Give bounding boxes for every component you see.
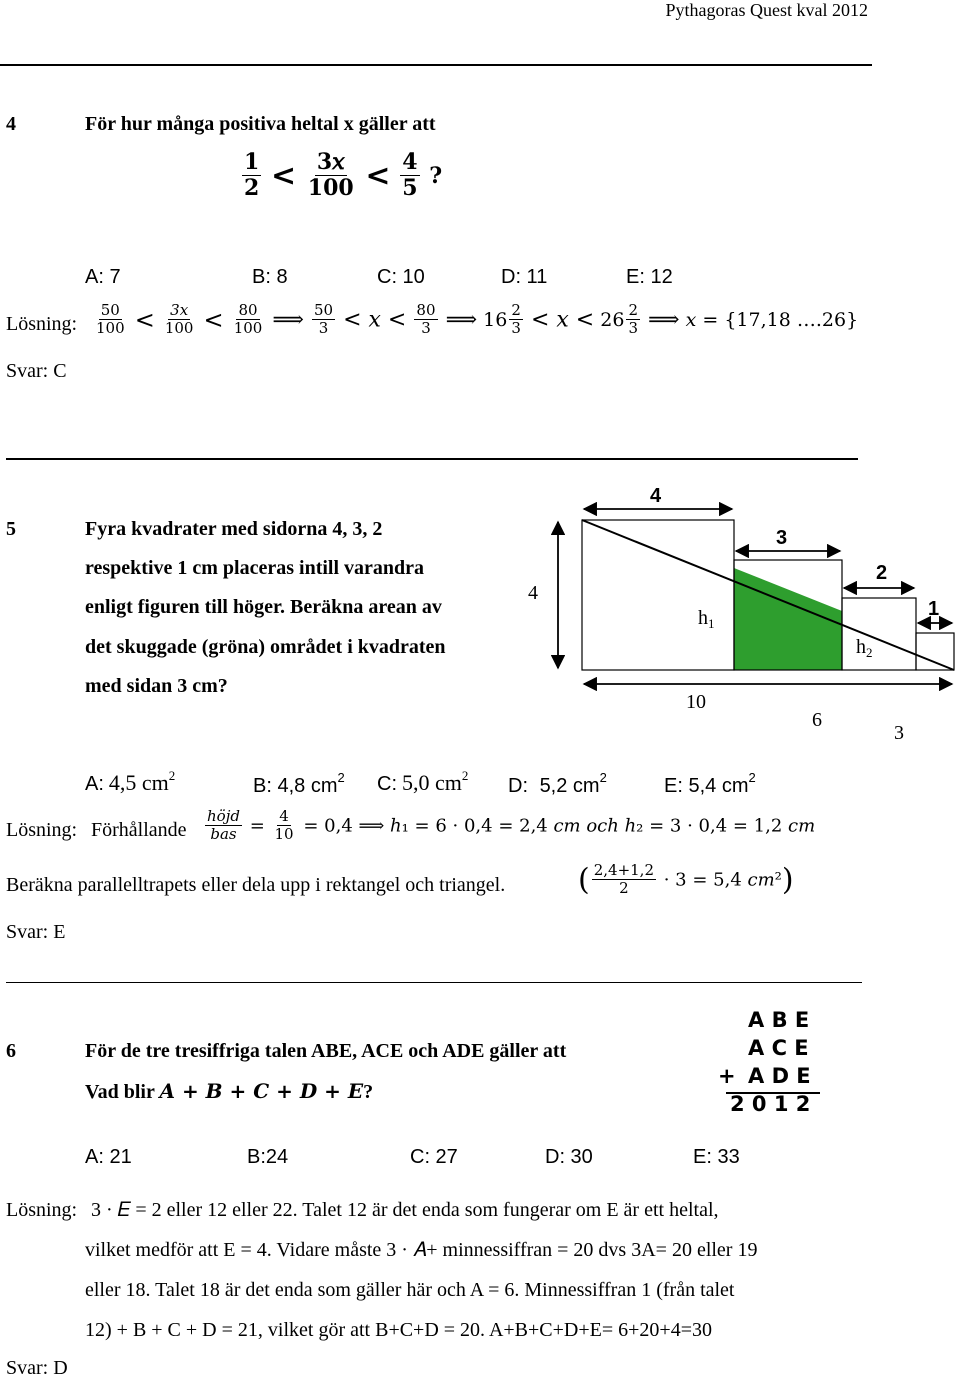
sol4-mid2: < 𝑥 < (530, 307, 595, 333)
q5-question-line-2: respektive 1 cm placeras intill varandra (85, 557, 425, 579)
page-header-title: Pythagoras Quest kval 2012 (665, 0, 868, 20)
q4-option-e: E: 12 (626, 266, 673, 288)
q5-option-d-sup: 2 (599, 770, 607, 785)
sol4-a-den: 100 (96, 319, 125, 338)
squares-figure (520, 478, 960, 748)
label-bottom-10: 10 (686, 691, 706, 713)
sol5-ratio-num: höjd (207, 807, 240, 825)
q6-solution-line-1: 3 · 𝐸 = 2 eller 12 eller 22. Talet 12 är det enda som fungerar om E är ett heltal, (91, 1199, 719, 1221)
q5-option-c (377, 768, 468, 796)
q6-option-b: B:24 (247, 1146, 289, 1168)
addition-plus: + (718, 1064, 736, 1088)
sol4-c-den: 100 (233, 319, 263, 338)
q6-question-prefix: Vad blir (85, 1081, 155, 1103)
sol4-mid1: < 𝑥 < (343, 307, 407, 333)
sol4-result: 𝑥 = {17,18 ….26} (685, 308, 859, 331)
q5-option-d-letter: D: (508, 775, 528, 797)
q5-option-b-sup: 2 (337, 770, 345, 785)
sol5-frac-num: 4 (279, 807, 289, 825)
q5-question-line-4: det skuggade (gröna) området i kvadraten (85, 636, 446, 658)
q4-frac2-den: 100 (307, 175, 354, 202)
q4-separator (6, 458, 858, 460)
header-rule (0, 64, 872, 66)
q5-option-c-sup: 2 (461, 768, 469, 783)
label-top-2: 2 (876, 562, 888, 584)
sol4-whole2: 26 (600, 308, 625, 331)
q5-option-c-letter: C: (377, 773, 397, 795)
q6-solution-line-4: 12) + B + C + D = 21, vilket gör att B+C+D = 20. A+B+C+D+E= 6+20+4=30 (85, 1319, 712, 1341)
q4-inequality (240, 150, 442, 202)
q4-question: För hur många positiva heltal x gäller att (85, 113, 436, 135)
sol4-h-den: 3 (628, 319, 638, 338)
q6-number: 6 (6, 1040, 16, 1062)
sol4-implies2: ⟹ (445, 307, 478, 333)
addition-row-3: A D E (748, 1064, 811, 1088)
q4-frac1-num: 1 (244, 149, 260, 175)
q5-option-b-letter: B: (253, 775, 272, 797)
q6-question-line-2 (85, 1079, 373, 1104)
addition-row-2: A C E (748, 1036, 809, 1060)
q5-question-line-1: Fyra kvadrater med sidorna 4, 3, 2 (85, 518, 383, 540)
sol4-e-den: 3 (421, 319, 431, 338)
q4-number: 4 (6, 113, 16, 135)
q6-question-math: 𝑨 + 𝑩 + 𝑪 + 𝑫 + 𝑬 (159, 1079, 364, 1103)
q5-option-e (664, 770, 756, 798)
q6-answer: Svar: D (6, 1357, 68, 1379)
sol4-b-den: 100 (164, 319, 194, 338)
sol4-implies1: ⟹ (272, 307, 304, 333)
q5-option-a-letter: A: (85, 773, 104, 795)
q5-option-e-sup: 2 (748, 770, 756, 785)
sol4-lt2: < (203, 305, 224, 334)
sol5b-num: 2,4+1,2 (593, 861, 654, 879)
q5-option-a-sup: 2 (168, 768, 176, 783)
label-h2: $h_2$ (856, 636, 873, 660)
sol5-eq: = (249, 815, 265, 837)
q5-solution-math (203, 808, 815, 844)
sol4-implies3: ⟹ (648, 307, 680, 333)
q6-option-d: D: 30 (545, 1146, 593, 1168)
q4-frac3-den: 5 (402, 175, 418, 202)
q5-question-line-5: med sidan 3 cm? (85, 675, 228, 697)
q6-option-c: C: 27 (410, 1146, 458, 1168)
q6-solution-line-2: vilket medför att E = 4. Vidare måste 3 · 𝐴+ minnessiffran = 20 dvs 3A= 20 eller 19 (85, 1239, 758, 1261)
sol5b-den: 2 (619, 879, 629, 898)
q4-question-mark: ? (429, 162, 443, 189)
q5-solution-word: Förhållande (91, 819, 187, 841)
q4-solution-math (92, 302, 858, 338)
q4-lt1: < (270, 158, 297, 194)
q5-option-c-value: 5,0 cm (402, 770, 462, 795)
q4-frac2-num: 3𝑥 (316, 149, 345, 175)
sol4-h-num: 2 (628, 301, 638, 319)
sol4-e-num: 80 (416, 301, 436, 319)
q6-solution-label: Lösning: (6, 1199, 78, 1221)
q4-option-d: D: 11 (501, 266, 548, 288)
sol4-a-num: 50 (100, 301, 120, 319)
label-bottom-6: 6 (812, 709, 822, 731)
q5-option-a (85, 768, 175, 796)
q6-question-mark: ? (363, 1081, 374, 1103)
q5-answer: Svar: E (6, 921, 66, 943)
q5-option-b (253, 770, 345, 798)
q5-option-b-value: 4,8 cm (277, 775, 338, 797)
q4-frac3-num: 4 (402, 149, 418, 175)
sol4-g-den: 3 (511, 319, 521, 338)
label-bottom-3: 3 (894, 722, 904, 744)
sol4-c-num: 80 (238, 301, 258, 319)
sol5-frac-den: 10 (274, 825, 294, 844)
sol4-d-num: 50 (313, 301, 334, 319)
q4-option-c: C: 10 (377, 266, 425, 288)
label-left-4: 4 (528, 582, 538, 604)
sol5b-rest: · 3 = 5,4 𝑐𝑚² (663, 869, 782, 891)
q4-frac1-den: 2 (244, 175, 260, 202)
q5-separator (6, 982, 862, 983)
square-1 (916, 633, 954, 670)
square-2 (842, 598, 916, 670)
q6-option-e: E: 33 (693, 1146, 740, 1168)
q5-option-d-value: 5,2 cm (539, 775, 600, 797)
label-h1: $h_1$ (698, 607, 715, 631)
q4-option-a: A: 7 (85, 266, 121, 288)
q4-option-b: B: 8 (252, 266, 288, 288)
addition-sum: 2 0 1 2 (730, 1092, 811, 1116)
square-4 (582, 520, 734, 670)
addition-row-1: A B E (748, 1008, 810, 1032)
q4-solution-label: Lösning: (6, 313, 78, 335)
label-top-3: 3 (776, 527, 788, 549)
q5-question-line-3: enligt figuren till höger. Beräkna arean av (85, 596, 442, 618)
sol4-g-num: 2 (511, 301, 521, 319)
q6-option-a: A: 21 (85, 1146, 132, 1168)
sol4-d-den: 3 (318, 319, 329, 338)
sol5-rest: = 0,4 ⟹ ℎ₁ = 6 · 0,4 = 2,4 𝑐𝑚 𝑜𝑐ℎ ℎ₂ = 3 · 0,4 = 1,2 𝑐𝑚 (303, 815, 816, 837)
q5-solution2-text: Beräkna parallelltrapets eller dela upp i rektangel och triangel. (6, 874, 506, 896)
label-top-1: 1 (928, 598, 940, 620)
q5-number: 5 (6, 518, 16, 540)
q4-lt2: < (365, 158, 391, 194)
q5-option-a-value: 4,5 cm (108, 770, 169, 795)
sol4-lt1: < (134, 305, 155, 334)
q5-solution-label: Lösning: (6, 819, 78, 841)
sol4-b-num: 3x (170, 301, 189, 319)
sol5-ratio-den: bas (210, 825, 237, 844)
q5-solution2-math: ( $\frac{2,4+1,2}{2}$ · 3 = 5,4 𝑐𝑚²) (578, 861, 794, 898)
q5-option-e-value: 5,4 cm (688, 775, 749, 797)
q6-question-line-1: För de tre tresiffriga talen ABE, ACE och ADE gäller att (85, 1040, 567, 1062)
sol4-whole1: 16 (483, 308, 508, 331)
label-top-4: 4 (650, 485, 662, 507)
q4-answer: Svar: C (6, 360, 67, 382)
q5-option-e-letter: E: (664, 775, 683, 797)
q5-option-d (508, 770, 607, 798)
q6-solution-line-3: eller 18. Talet 18 är det enda som gäller här och A = 6. Minnessiffran 1 (från talet (85, 1279, 735, 1301)
